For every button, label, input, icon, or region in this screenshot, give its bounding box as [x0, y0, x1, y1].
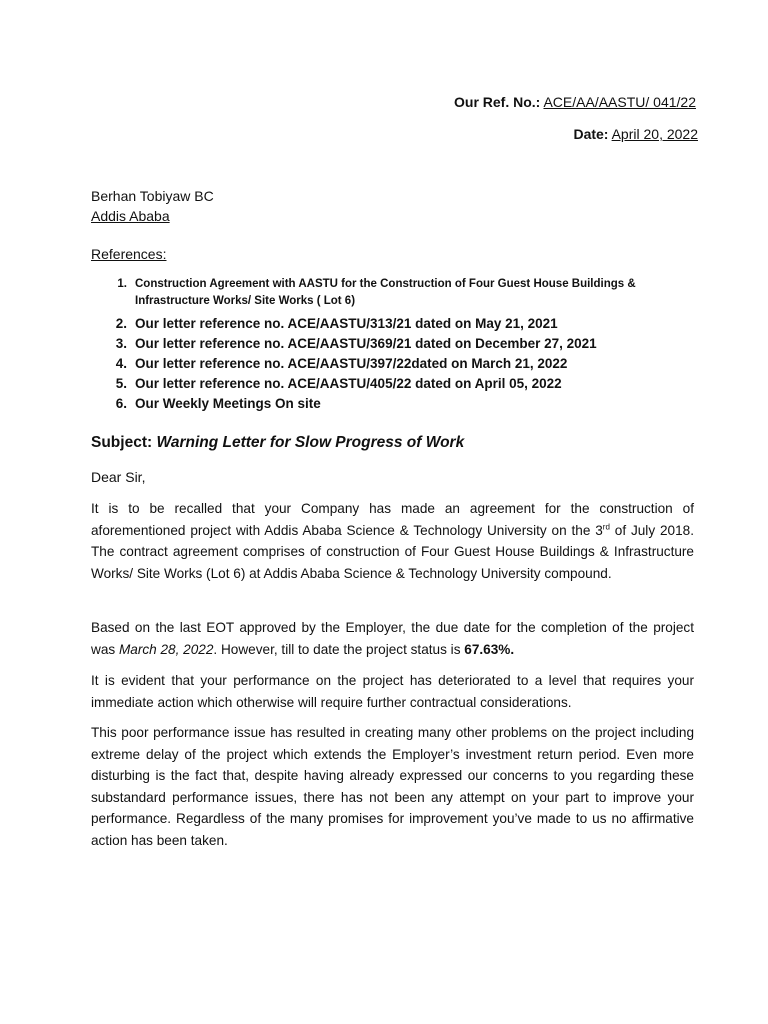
addressee-city: Addis Ababa — [91, 208, 170, 224]
body-paragraph-4: This poor performance issue has resulted in creating many other problems on the project including extreme delay of the project which extends the Employer’s investment return period. Even more disturbing is the fact that, despite having already expressed our concerns to you regarding these substandard performance issues, there has not been any attempt on your part to improve your performance. Regardless of the many promises for improvement you’ve made to us no affirmative action has been taken. — [91, 725, 694, 848]
reference-item — [91, 394, 701, 414]
date-label: Date: — [573, 126, 609, 142]
p2-due-date: March 28, 2022 — [118, 641, 214, 657]
salutation: Dear Sir, — [91, 469, 146, 485]
body-paragraph-3: It is evident that your performance on the project has deteriorated to a level that requires your immediate action which otherwise will require further contractual considerations. — [91, 673, 694, 710]
p2-text-a: Based on the last EOT approved by the Employer, the due date for the completion of the project was — [91, 620, 694, 657]
subject-line — [91, 434, 464, 452]
reference-item — [91, 334, 701, 354]
subject-text: Warning Letter for Slow Progress of Work — [156, 434, 465, 451]
reference-number: 5. — [115, 376, 127, 391]
reference-item — [91, 374, 701, 394]
addressee-block — [91, 186, 214, 226]
date-value: April 20, 2022 — [611, 126, 698, 142]
p1-text-a: It is to be recalled that your Company has made an agreement for the construction of aforementioned project with Addis Ababa Science & Technology University on the 3 — [91, 501, 694, 538]
reference-item — [91, 354, 701, 374]
references-list — [91, 276, 701, 414]
reference-text: Our letter reference no. ACE/AASTU/397/22dated on March 21, 2022 — [135, 356, 568, 371]
p2-text-b: . However, till to date the project status is — [213, 641, 465, 657]
reference-text: Our letter reference no. ACE/AASTU/313/21 dated on May 21, 2021 — [135, 316, 558, 331]
reference-number: 2. — [115, 316, 127, 331]
reference-text: Construction Agreement with AASTU for the Construction of Four Guest House Buildings & Infrastructure Works/ Site Works ( Lot 6) — [135, 278, 636, 307]
p1-text-b: of July 2018. The contract agreement comprises of construction of Four Guest House Buildings & Infrastructure Works/ Site Works (Lot 6) at Addis Ababa Science & Technology University compound. — [91, 522, 694, 581]
reference-number: 1. — [117, 278, 127, 290]
ref-value: ACE/AA/AASTU/ 041/22 — [543, 94, 696, 110]
p1-superscript: rd — [602, 522, 610, 532]
body-paragraph-1 — [91, 498, 694, 584]
ref-label: Our Ref. No.: — [454, 94, 541, 110]
body-paragraph-2 — [91, 617, 694, 660]
reference-item — [91, 276, 701, 310]
references-heading: References: — [91, 246, 167, 262]
reference-number: 6. — [115, 396, 127, 411]
reference-number-line — [454, 94, 696, 110]
reference-number: 3. — [115, 336, 127, 351]
date-line — [573, 126, 698, 142]
p2-status: 67.63%. — [464, 641, 515, 657]
reference-item — [91, 314, 701, 334]
reference-text: Our letter reference no. ACE/AASTU/369/21 dated on December 27, 2021 — [135, 336, 597, 351]
addressee-name: Berhan Tobiyaw BC — [91, 188, 214, 204]
reference-number: 4. — [115, 356, 127, 371]
subject-label: Subject: — [91, 434, 153, 451]
reference-text: Our Weekly Meetings On site — [135, 396, 321, 411]
reference-text: Our letter reference no. ACE/AASTU/405/22 dated on April 05, 2022 — [135, 376, 562, 391]
